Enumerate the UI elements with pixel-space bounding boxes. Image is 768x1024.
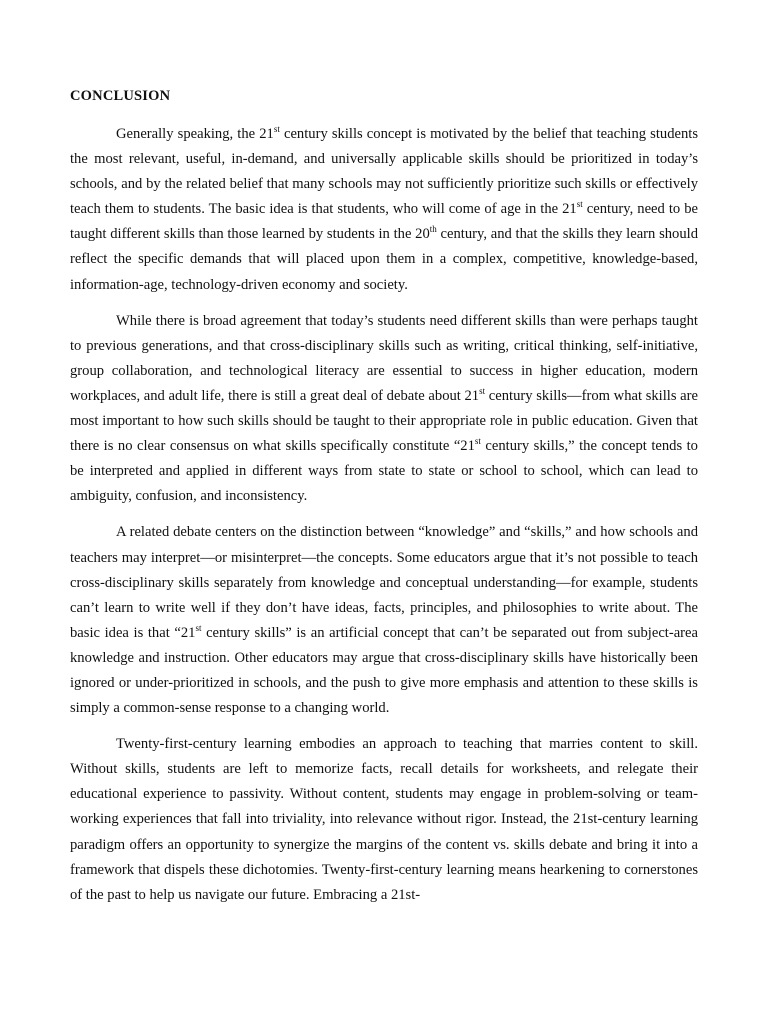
paragraph-4 <box>70 732 698 908</box>
paragraph-text: Twenty-first-century learning embodies an approach to teaching that marries content to skill. Without skills, students are left to memorize facts, recall details for worksheets, and relegate their educational experience to passivity. Without content, students may engage in problem-solving or team-working experiences that fall into triviality, into relevance without rigor. Instead, the 21st-century learning paradigm offers an opportunity to synergize the margins of the content vs. skills debate and bring it into a framework that dispels these dichotomies. Twenty-first-century learning means hearkening to cornerstones of the past to help us navigate our future. Embracing a 21st- <box>70 736 698 903</box>
document-body <box>70 86 698 919</box>
paragraph-text: century skills” is an artificial concept that can’t be separated out from subject-area knowledge and instruction. Other educators may argue that cross-disciplinary skills have historically been ignored or under-prioritized in schools, and the push to give more emphasis and attention to these skills is simply a common-sense response to a changing world. <box>70 624 698 717</box>
paragraph-text: century, and that the skills they learn should reflect the specific demands that will placed upon them in a complex, competitive, knowledge-based, information-age, technology-driven economy and society. <box>70 226 698 293</box>
paragraph-text: Generally speaking, the 21 <box>116 126 274 142</box>
superscript: st <box>273 124 280 134</box>
paragraph-text: While there is broad agreement that today’s students need different skills than were perhaps taught to previous generations, and that cross-disciplinary skills such as writing, critical thinking, self-initiative, group collaboration, and technological literacy are essential to success in higher education, modern workplaces, and adult life, there is still a great deal of debate about 21 <box>70 312 698 404</box>
paragraph-text: A related debate centers on the distinction between “knowledge” and “skills,” and how schools and teachers may interpret—or misinterpret—the concepts. Some educators argue that it’s not possible to teach cross-disciplinary skills separately from knowledge and conceptual understanding—for example, students can’t learn to write well if they don’t have ideas, facts, principles, and philosophies to write about. The basic idea is that “21 <box>70 524 698 641</box>
superscript: st <box>576 199 583 210</box>
paragraph-text: century skills,” the concept tends to be interpreted and applied in different ways from state to state or school to school, which can lead to ambiguity, confusion, and inconsistency. <box>70 438 698 505</box>
paragraph-text: century, need to be taught different skills than those learned by students in the 20 <box>70 201 698 243</box>
superscript: th <box>429 224 437 235</box>
superscript: st <box>474 436 481 447</box>
paragraph-1 <box>70 122 698 298</box>
paragraph-2 <box>70 309 698 510</box>
paragraph-text: century skills—from what skills are most important to how such skills should be taught to their appropriate role in public education. Given that there is no clear consensus on what skills specifically constitute “21 <box>70 387 698 455</box>
paragraph-3 <box>70 520 698 721</box>
superscript: st <box>479 385 486 396</box>
paragraph-text: century skills concept is motivated by the belief that teaching students the most relevant, useful, in-demand, and universally applicable skills should be prioritized in today’s schools, and by the related belief that many schools may not sufficiently prioritize such skills or effectively teach them to students. The basic idea is that students, who will come of age in the 21 <box>70 126 698 218</box>
section-heading: CONCLUSION <box>70 88 171 104</box>
superscript: st <box>195 622 202 633</box>
